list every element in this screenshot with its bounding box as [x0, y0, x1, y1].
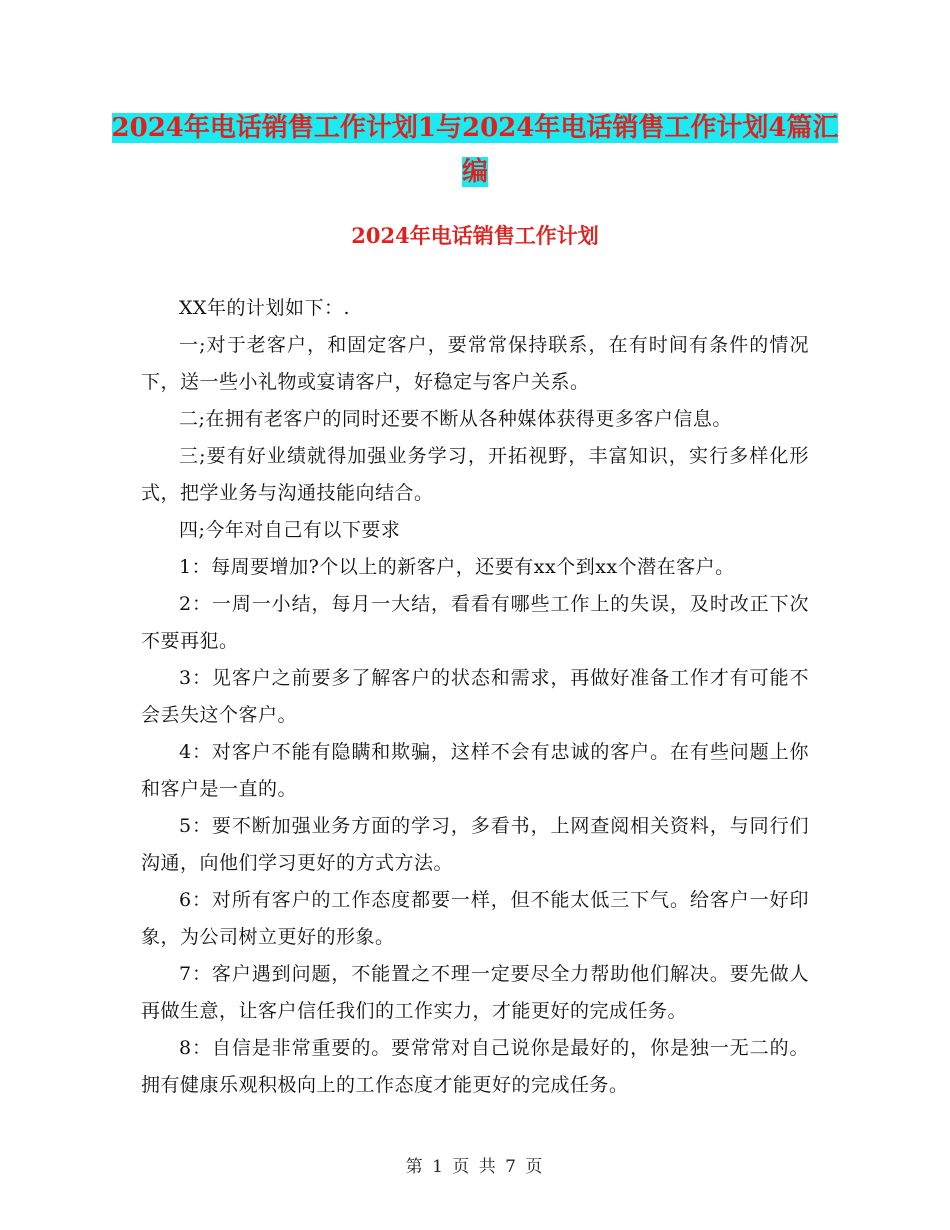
- document-title: [100, 106, 850, 194]
- paragraph-item-2: 二;在拥有老客户的同时还要不断从各种媒体获得更多客户信息。: [179, 408, 732, 430]
- document-body: [141, 290, 809, 1104]
- requirement-8: 8：自信是非常重要的。要常常对自己说你是最好的，你是独一无二的。拥有健康乐观积极向上的工作态度才能更好的完成任务。: [141, 1037, 809, 1096]
- requirement-1: 1：每周要增加?个以上的新客户，还要有xx个到xx个潜在客户。: [179, 556, 735, 578]
- requirement-3: 3：见客户之前要多了解客户的状态和需求，再做好准备工作才有可能不会丢失这个客户。: [141, 667, 809, 726]
- page-footer: 第 1 页 共 7 页: [405, 1157, 545, 1177]
- requirement-7: 7：客户遇到问题，不能置之不理一定要尽全力帮助他们解决。要先做人再做生意，让客户信任我们的工作实力，才能更好的完成任务。: [141, 963, 809, 1022]
- paragraph-item-3: 三;要有好业绩就得加强业务学习，开拓视野，丰富知识，实行多样化形式，把学业务与沟通技能向结合。: [141, 445, 809, 504]
- section-title: 2024年电话销售工作计划: [351, 223, 599, 248]
- paragraph-item-1: 一;对于老客户，和固定客户，要常常保持联系，在有时间有条件的情况下，送一些小礼物或宴请客户，好稳定与客户关系。: [141, 334, 809, 393]
- requirement-2: 2：一周一小结，每月一大结，看看有哪些工作上的失误，及时改正下次不要再犯。: [141, 593, 809, 652]
- paragraph-item-4: 四;今年对自己有以下要求: [179, 519, 401, 541]
- requirement-4: 4：对客户不能有隐瞒和欺骗，这样不会有忠诚的客户。在有些问题上你和客户是一直的。: [141, 741, 809, 800]
- requirement-6: 6：对所有客户的工作态度都要一样，但不能太低三下气。给客户一好印象，为公司树立更好的形象。: [141, 889, 809, 948]
- paragraph-intro: XX年的计划如下：.: [179, 297, 351, 319]
- document-title-text: 2024年电话销售工作计划1与2024年电话销售工作计划4篇汇编: [111, 113, 839, 187]
- requirement-5: 5：要不断加强业务方面的学习，多看书，上网查阅相关资料，与同行们沟通，向他们学习更好的方式方法。: [141, 815, 809, 874]
